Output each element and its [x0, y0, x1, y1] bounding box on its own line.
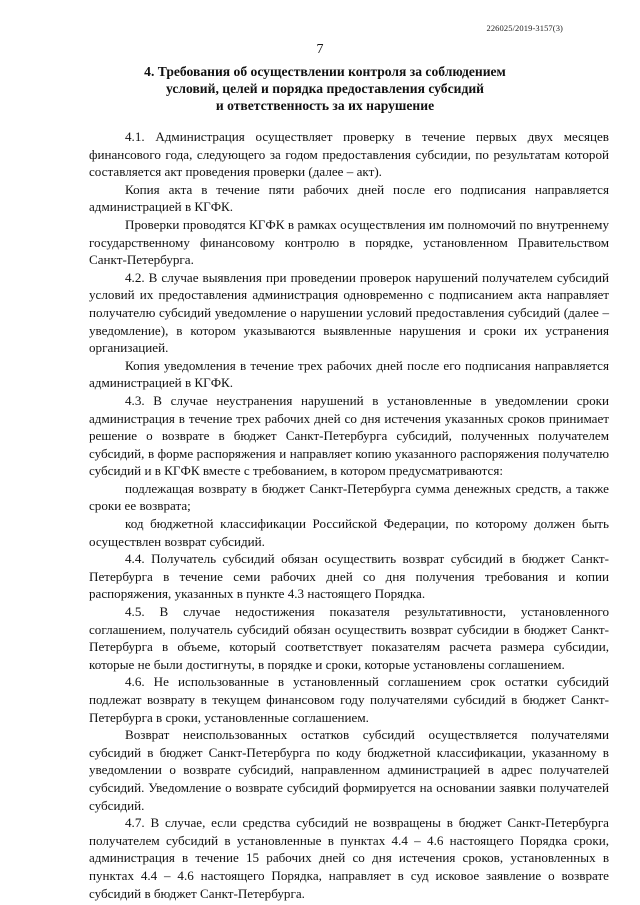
paragraph-4-6: 4.6. Не использованные в установленный соглашением срок остатки субсидий подлежат возврату в текущем финансовом году получателями субсидий в бюджет Санкт-Петербурга в сроки, установленные соглашением. — [89, 674, 609, 725]
document-body — [89, 128, 609, 902]
document-code: 226025/2019-3157(3) — [486, 23, 563, 33]
paragraph-refund-amount: подлежащая возврату в бюджет Санкт-Петербурга сумма денежных средств, а также сроки ее возврата; — [89, 480, 609, 514]
section-title-line: условий, целей и порядка предоставления субсидий — [165, 81, 485, 96]
section-title-line: и ответственность за их нарушение — [215, 98, 435, 113]
paragraph-unused-refund: Возврат неиспользованных остатков субсидий осуществляется получателями субсидий в бюджет Санкт-Петербурга по коду бюджетной классификации, указанному в уведомлении о возврате субсидий, направленном администрацией в адрес получателей субсидий. Уведомление о возврате субсидий формируется на основании заявки получателей субсидий. — [89, 727, 609, 813]
paragraph-act-copy: Копия акта в течение пяти рабочих дней после его подписания направляется администрацией в КГФК. — [89, 181, 609, 215]
paragraph-4-4: 4.4. Получатель субсидий обязан осуществить возврат субсидий в бюджет Санкт-Петербурга в течение семи рабочих дней со дня получения требования и копии распоряжения, указанных в пункте 4.3 настоящего Порядка. — [89, 551, 609, 602]
paragraph-4-2: 4.2. В случае выявления при проведении проверок нарушений получателем субсидий условий их предоставления администрация одновременно с подписанием акта направляет получателю субсидий уведомление о нарушении условий предоставления субсидий (далее – уведомление), в котором указываются выявленные нарушения и сроки их устранения организацией. — [89, 269, 609, 356]
paragraph-4-1: 4.1. Администрация осуществляет проверку в течение первых двух месяцев финансового года, следующего за годом предоставления субсидии, по результатам которой составляется акт проведения проверки (далее – акт). — [89, 129, 609, 180]
section-title — [90, 63, 560, 114]
section-title-line: 4. Требования об осуществлении контроля за соблюдением — [144, 64, 506, 79]
paragraph-4-5: 4.5. В случае недостижения показателя результативности, установленного соглашением, получатель субсидий обязан осуществить возврат субсидии в бюджет Санкт-Петербурга в объеме, который соответствует показателям расчета размера субсидии, которые не были достигнуты, в порядке и сроки, которые установлены соглашением. — [89, 604, 609, 672]
paragraph-kgfk-checks: Проверки проводятся КГФК в рамках осуществления им полномочий по внутреннему государственному финансовому контролю в порядке, установленном Правительством Санкт-Петербурга. — [89, 216, 609, 268]
paragraph-notice-copy: Копия уведомления в течение трех рабочих дней после его подписания направляется администрацией в КГФК. — [89, 357, 609, 391]
paragraph-budget-code: код бюджетной классификации Российской Федерации, по которому должен быть осуществлен возврат субсидий. — [89, 516, 609, 549]
paragraph-4-3: 4.3. В случае неустранения нарушений в установленные в уведомлении сроки администрация в течение трех рабочих дней со дня истечения указанных сроков принимает решение о возврате в бюджет Санкт-Петербурга субсидий, полученных получателем субсидий, в форме распоряжения и направляет копию указанного распоряжения получателю субсидий и в КГФК вместе с требованием, в котором предусматриваются: — [89, 392, 609, 479]
paragraph-4-7: 4.7. В случае, если средства субсидий не возвращены в бюджет Санкт-Петербурга получателем субсидий в установленные в пунктах 4.4 – 4.6 настоящего Порядка сроки, администрация в течение 15 рабочих дней со дня истечения сроков, установленных в пунктах 4.4 – 4.6 настоящего Порядка, направляет в суд исковое заявление о возврате субсидий в бюджет Санкт-Петербурга. — [89, 815, 609, 901]
page-number: 7 — [316, 42, 324, 57]
